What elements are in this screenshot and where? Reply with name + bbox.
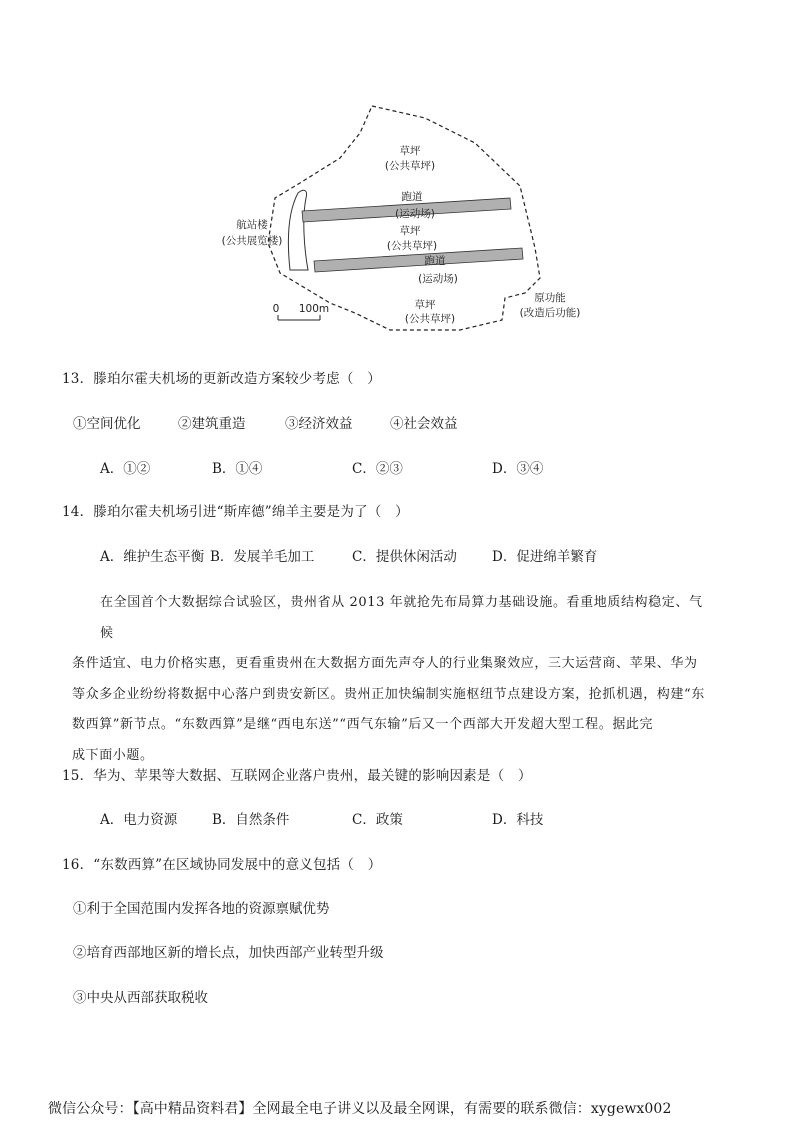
passage-line: 在全国首个大数据综合试验区，贵州省从 2013 年就抢先布局算力基础设施。看重地质结构稳定、气候 <box>100 595 703 641</box>
q16-item-1: ①利于全国范围内发挥各地的资源禀赋优势 <box>73 901 330 917</box>
passage-line: 数西算”新节点。“东数西算”是继“西电东送”“西气东输”后又一个西部大开发超大型工程。据此完 <box>72 717 654 732</box>
label-runway-1-sub: (运动场) <box>395 208 435 220</box>
label-grass-top-sub: (公共草坪) <box>384 160 436 172</box>
label-terminal-sub: (公共展览楼) <box>221 235 283 247</box>
q16-stem: 16．“东数西算”在区域协同发展中的意义包括（ ） <box>62 857 382 873</box>
q13-item-4: ④社会效益 <box>390 416 458 432</box>
label-runway-1: 跑道 <box>401 191 423 203</box>
label-grass-bottom-sub: (公共草坪) <box>404 313 456 325</box>
q14-option-a[interactable]: A．维护生态平衡 <box>100 549 205 565</box>
label-grass-top: 草坪 <box>399 145 421 157</box>
airport-map-figure <box>220 98 600 338</box>
q13-option-a[interactable]: A．①② <box>100 461 151 477</box>
q13-stem: 13．滕珀尔霍夫机场的更新改造方案较少考虑（ ） <box>62 371 381 387</box>
passage-line: 条件适宜、电力价格实惠，更看重贵州在大数据方面先声夺人的行业集聚效应，三大运营商、苹果、华为 <box>72 656 698 671</box>
q14-option-c[interactable]: C．提供休闲活动 <box>352 549 457 565</box>
label-terminal: 航站楼 <box>236 219 268 231</box>
legend-original: 原功能 <box>534 292 566 304</box>
q15-option-a[interactable]: A．电力资源 <box>100 812 178 828</box>
terminal-building-shape <box>288 190 308 270</box>
label-grass-mid-sub: (公共草坪) <box>386 240 438 252</box>
q13-option-c[interactable]: C．②③ <box>352 461 403 477</box>
label-runway-2-sub: (运动场) <box>418 273 458 285</box>
q16-item-2: ②培育西部地区新的增长点，加快西部产业转型升级 <box>73 945 384 961</box>
reading-passage <box>72 588 710 771</box>
passage-line: 等众多企业纷纷将数据中心落户到贵安新区。贵州正加快编制实施枢纽节点建设方案，抢抓机遇，构建“东 <box>72 686 705 702</box>
passage-line: 成下面小题。 <box>72 747 154 763</box>
q14-option-d[interactable]: D．促进绵羊繁育 <box>492 549 598 565</box>
q13-item-2: ②建筑重造 <box>178 416 246 432</box>
legend-original-sub: (改造后功能) <box>519 307 581 319</box>
label-runway-2: 跑道 <box>424 255 446 267</box>
q14-option-b[interactable]: B．发展羊毛加工 <box>210 549 315 565</box>
q13-option-d[interactable]: D．③④ <box>492 461 544 477</box>
scale-zero: 0 <box>272 303 280 315</box>
q16-item-3: ③中央从西部获取税收 <box>73 990 208 1006</box>
scale-bar <box>278 315 320 320</box>
q15-option-d[interactable]: D．科技 <box>492 812 544 828</box>
q14-stem: 14．滕珀尔霍夫机场引进“斯库德”绵羊主要是为了（ ） <box>62 504 409 520</box>
q13-option-b[interactable]: B．①④ <box>212 461 263 477</box>
label-grass-bottom: 草坪 <box>414 299 436 311</box>
scale-length: 100m <box>298 303 330 315</box>
q13-item-1: ①空间优化 <box>73 416 141 432</box>
label-grass-mid: 草坪 <box>399 225 421 237</box>
q15-option-c[interactable]: C．政策 <box>352 812 403 828</box>
q15-option-b[interactable]: B．自然条件 <box>212 812 290 828</box>
footer-promo: 微信公众号：【高中精品资料君】全网最全电子讲义以及最全网课，有需要的联系微信：xygewx002 <box>48 1101 672 1117</box>
q15-stem: 15．华为、苹果等大数据、互联网企业落户贵州，最关键的影响因素是（ ） <box>62 768 532 784</box>
q13-item-3: ③经济效益 <box>285 416 353 432</box>
